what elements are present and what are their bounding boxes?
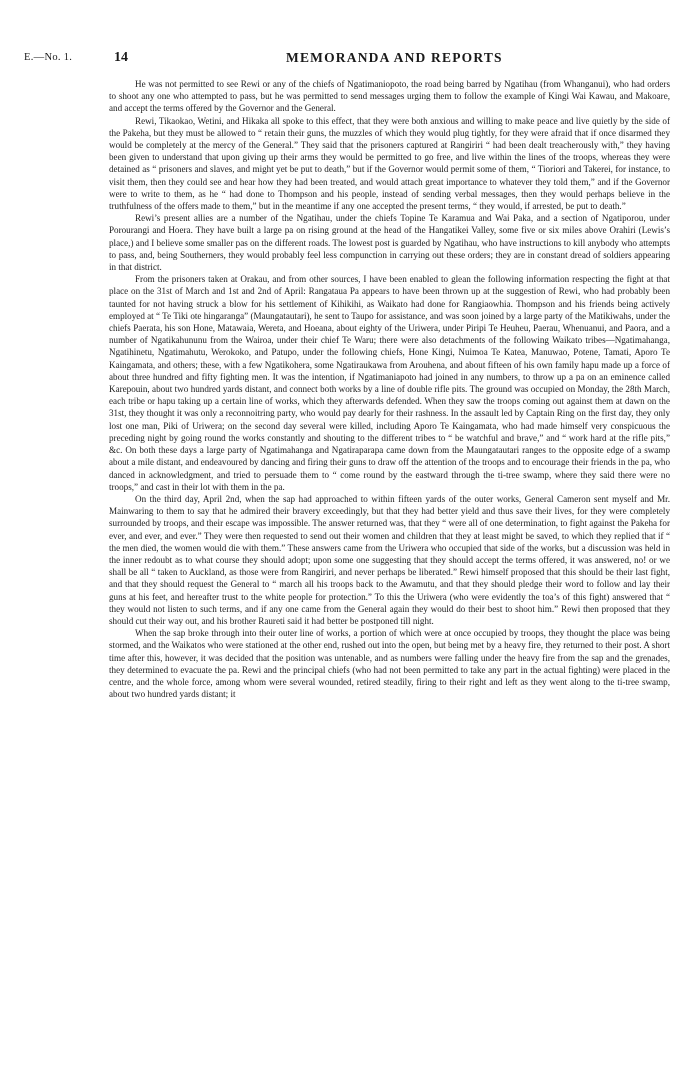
page-header bbox=[24, 50, 674, 70]
document-reference: E.—No. 1. bbox=[24, 52, 73, 63]
paragraph-rewi-access: He was not permitted to see Rewi or any of the chiefs of Ngatimaniopoto, the road being barred by Ngatihau (from Whanganui), who had orders to shoot any one who attempted to pass, but he was permitted to send messages urging them to follow the example of Kingi Wai Kawau, and Makoare, and accept the terms offered by the Governor and the General. bbox=[109, 79, 670, 114]
paragraph-orakau-fight: From the prisoners taken at Orakau, and from other sources, I have been enabled to glean the following information respecting the fight at that place on the 31st of March and 1st and 2nd of April: Rangataua Pa appears to have been thrown up at the suggestion of Rewi, who had probably been taunted for not having struck a blow for his settlement of Kihikihi, as Waikato had done for Rangiaowhia. Thompson and his friends being actively employed at “ Te Tiki ote hingaranga” (Maungatautari), he sent to Taupo for assistance, and was soon joined by a large party of the Matikiwahs, under the chiefs Paerata, his son Hone, Matawaia, Wereta, and Hoeana, about eighty of the Uriwera, under Piripi Te Heuheu, Paerau, Whenuanui, and Paora, and a number of Ngatikahununu from the Wairoa, under their chief Te Waru; there were also detachments of the following Waikato tribes—Ngatimahanga, Ngatihinetu, Ngatimahutu, Werokoko, and Patupo, under the following chiefs, Hone Kingi, Nuimoa Te Katea, Manuwao, Potene, Tamati, Aporo Te Kaingamata, and others; these, with a few Ngatikohera, some Ngatiraukawa from Arouhena, and about fifteen of his own family hapu made up a force of about three hundred and fifty fighting men. It was the intention, if Ngatimaniapoto had joined in any numbers, to throw up a pa on an eminence called Karepouin, about two hundred yards distant, and connect both works by a line of double rifle pits. The ground was occupied on Monday, the 28th March, each tribe or hapu taking up a certain line of works, which they afterwards defended. When they saw the troops coming out against them at dawn on the 31st, they thought it was only a reconnoitring party, who would pay dearly for their rashness. In the assault led by Captain Ring on the first day, they only lost one man, Piki of Uriwera; on the second day several were killed, including Aporo Te Kaingamata, who had made himself very conspicuous the preceding night by going round the works constantly and shouting to the different tribes to “ be watchful and brave,” and “ work hard at the rifle pits,” &c. On both these days a large party of Ngatimahanga and Ngatiraparapa came down from the Maungatautari ranges to the opposite edge of a swamp about a mile distant, and endeavoured by dancing and firing their guns to draw off the attention of the troops and to encourage their friends in the pa, who danced in acknowledgment, and tried to persuade them to “ come round by the eastward through the ti-tree swamp, where they said there were no troops,” and cast in their lot with them in the pa. bbox=[109, 274, 670, 492]
paragraph-chiefs-statement: Rewi, Tikaokao, Wetini, and Hikaka all spoke to this effect, that they were both anxious and willing to make peace and live quietly by the side of the Pakeha, but they must be allowed to “ retain their guns, the muzzles of which they would plug tightly, for they were afraid that if once disarmed they would be completely at the mercy of the General.” They said that the prisoners captured at Rangiriri “ had been dealt treacherously with,” they having been given to understand that upon giving up their arms they would be permitted to go free, and live within the lines of the troops, whereas they were detained as “ prisoners and slaves, and might yet be put to death,” but if the Governor would permit some of them, “ Tioriori and Takerei, for instance, to visit them, then they could see and hear how they had been treated, and would attach great importance to whatever they told them,” and if the Governor were to write to them, as he “ had done to Thompson and his people, instead of sending verbal messages, then they would perhaps believe in the truthfulness of the offers made to them,” but in the meantime if any one accepted the present terms, “ they would, if arrested, be put to death.” bbox=[109, 115, 670, 212]
paragraph-rewi-allies: Rewi’s present allies are a number of the Ngatihau, under the chiefs Topine Te Karamua and Wai Paka, and a section of Ngatiporou, under Porourangi and Hoera. They have built a large pa on rising ground at the head of the Hangatikei Valley, some five or six miles above Orahiri (Lewis’s place,) and I believe some smaller pas on the different roads. The lowest post is guarded by Ngatihau, who have instructions to kill anybody who attempts to pass, and, being Southerners, they would probably feel less compunction in carrying out these orders; they are in constant dread of soldiers appearing in that district. bbox=[109, 213, 670, 273]
page-number: 14 bbox=[114, 50, 128, 65]
paragraph-third-day: On the third day, April 2nd, when the sap had approached to within fifteen yards of the outer works, General Cameron sent myself and Mr. Mainwaring to them to say that he admired their bravery exceedingly, but that they had better yield and thus save their lives, for they were completely surrounded by troops, and their escape was impossible. The answer returned was, that they “ were all of one determination, to fight against the Pakeha for ever, and ever, and ever.” They were then requested to send out their women and children that they at least might be saved, to which they replied that if “ the men died, the women would die with them.” These answers came from the Uriwera who occupied that side of the works, but a discussion was held in the inner redoubt as to what course they should adopt; upon some one suggesting that they should accept the terms offered, it was answered, no! or we shall be all “ taken to Auckland, as those were from Rangiriri, and never perhaps be liberated.” Rewi himself proposed that this should be their last fight, and that they should request the General to “ march all his troops back to the Awamutu, and that they should pledge their word to follow and lay their guns at his feet, and hereafter trust to the white people for protection.” To this the Uriwera (who were evidently the toa’s of this fight) answered that “ they would not listen to such terms, and if any one came from the General again they would do their best to shoot him.” Rewi then proposed that they should cut their way out, and his brother Raureti said it had better be postponed till night. bbox=[109, 493, 670, 626]
paragraph-evacuation: When the sap broke through into their outer line of works, a portion of which were at once occupied by troops, they thought the place was being stormed, and the Waikatos who were stationed at the other end, rushed out into the open, but being met by a heavy fire, they returned to their post. A short time after this, however, it was decided that the position was untenable, and as numbers were falling under the heavy fire from the sap and the grenades, they determined to evacuate the pa. Rewi and the principal chiefs (who had not been permitted to take any part in the actual fighting) were placed in the centre, and the whole force, among whom were several wounded, retired steadily, firing to their right and left as they went along to the ti-tree swamp, about two hundred yards distant; it bbox=[109, 628, 670, 700]
report-body bbox=[109, 78, 670, 700]
running-title: MEMORANDA AND REPORTS bbox=[286, 50, 503, 65]
